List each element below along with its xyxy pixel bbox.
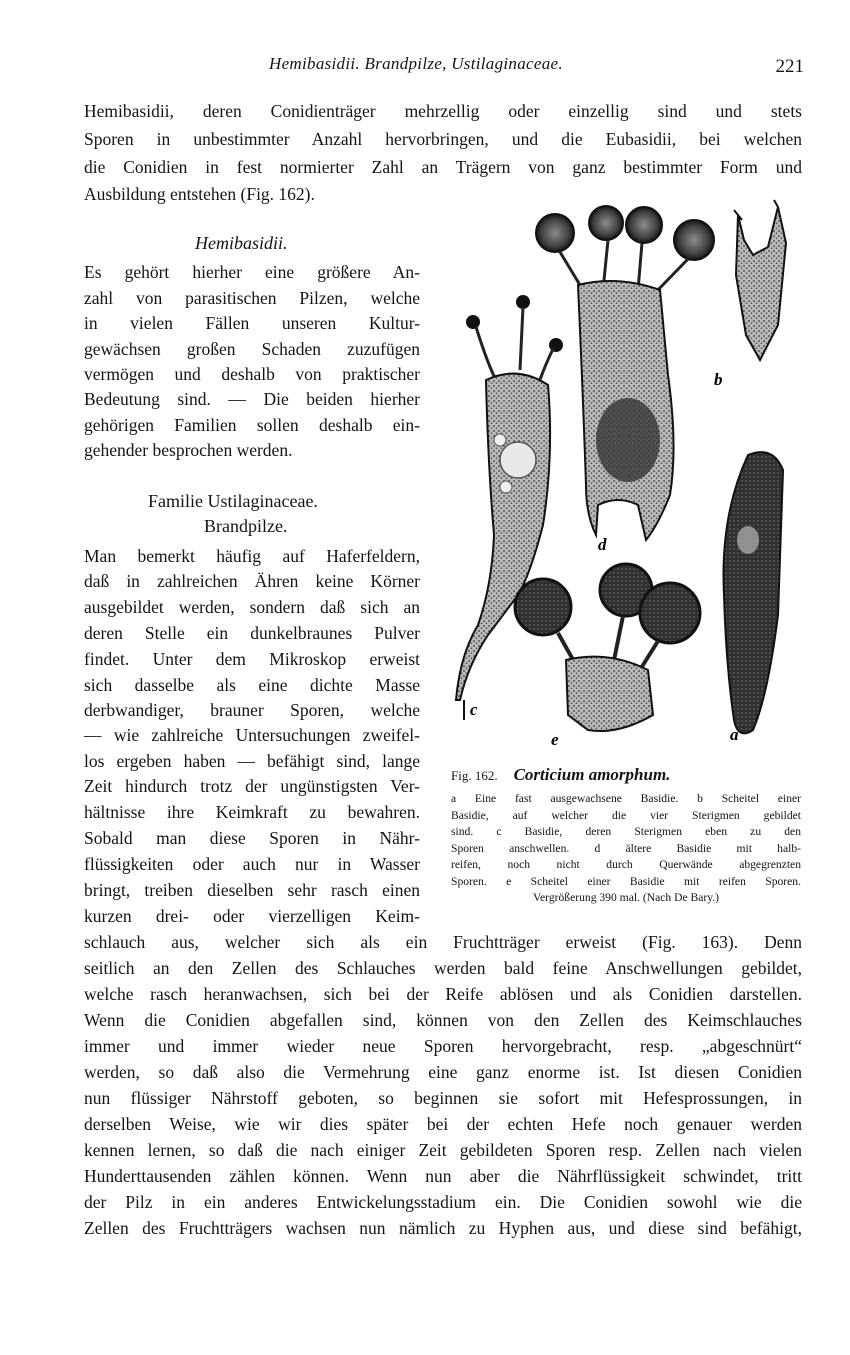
section-subheading: Brandpilze.	[204, 516, 288, 536]
header-title: Hemibasidii. Brandpilze, Ustilaginaceae.	[269, 54, 563, 73]
text-line: derselben Weise, wie wir dies später bei der echten Hefe noch genauer werden	[84, 1114, 802, 1134]
text-line: flüssigkeiten oder auch nur in Wasser	[84, 854, 420, 874]
text-line: Hemibasidii, deren Conidienträger mehrzellig oder einzellig sind und stets	[84, 101, 802, 121]
text-line: der Pilz in ein anderes Entwickelungsstadium ein. Die Conidien sowohl wie die	[84, 1192, 802, 1212]
caption-line: Sporen anschwellen. d ältere Basidie mit halb-	[451, 841, 801, 855]
figure-label-c: c	[470, 700, 478, 719]
text-line: deren Stelle ein dunkelbraunes Pulver	[84, 623, 420, 643]
caption-line: a Eine fast ausgewachsene Basidie. b Scheitel einer	[451, 792, 801, 805]
text-line: gehender besprochen werden.	[84, 440, 293, 460]
figure-162-illustration	[448, 195, 808, 755]
text-line: Hunderttausenden zählen können. Wenn nun aber die Nährflüssigkeit schwindet, tritt	[84, 1166, 802, 1186]
text-line: gewächsen großen Schaden zuzufügen	[84, 339, 420, 359]
text-line: nun flüssiger Nährstoff geboten, so beginnen sie sofort mit Hefesprossungen, in	[84, 1088, 802, 1108]
caption-line: Sporen. e Scheitel einer Basidie mit reifen Sporen.	[451, 874, 801, 888]
species-name: Corticium amorphum.	[513, 765, 671, 784]
text-line: ausgebildet werden, sondern daß sich an	[84, 597, 420, 617]
text-line: bringt, treiben dieselben sehr rasch einen	[84, 880, 420, 900]
page-number: 221	[775, 56, 804, 77]
text-line: werden, so daß also die Vermehrung eine ganz enorme ist. Ist diesen Conidien	[84, 1062, 802, 1082]
text-line: Sobald man diese Sporen in Nähr-	[84, 828, 420, 848]
figure-caption	[451, 765, 801, 907]
basidium-e-drawing	[515, 564, 700, 731]
text-line: immer und immer wieder neue Sporen hervorgebracht, resp. „abgeschnürt“	[84, 1036, 802, 1056]
caption-line: sind. c Basidie, deren Sterigmen eben zu den	[451, 825, 801, 838]
text-line: derbwandiger, brauner Sporen, welche	[84, 700, 420, 720]
text-line: daß in zahlreichen Ähren keine Körner	[84, 571, 420, 591]
figure-label-a: a	[730, 725, 739, 744]
text-line: Man bemerkt häufig auf Haferfeldern,	[84, 546, 420, 566]
text-line: gehörigen Familien sollen deshalb ein-	[84, 415, 420, 435]
caption-title-line	[451, 765, 801, 785]
text-line: sich dasselbe als eine dichte Masse	[84, 675, 420, 695]
figure-number: Fig. 162.	[451, 768, 498, 783]
text-line: kennen lernen, so daß die nach einiger Zeit gebildeten Sporen resp. Zellen nach vielen	[84, 1140, 802, 1160]
text-line: hältnisse ihre Keimkraft zu bewahren.	[84, 802, 420, 822]
text-line: zahl von parasitischen Pilzen, welche	[84, 288, 420, 308]
caption-magnification: Vergrößerung 390 mal. (Nach De Bary.)	[532, 891, 720, 904]
section-heading-hemibasidii: Hemibasidii.	[195, 233, 288, 253]
text-line: welche rasch heranwachsen, sich bei der Reife ablösen und als Conidien darstellen.	[84, 984, 802, 1004]
text-line: schlauch aus, welcher sich als ein Fruchtträger erweist (Fig. 163). Denn	[84, 932, 802, 952]
basidium-c-drawing	[456, 295, 563, 720]
text-line: los ergeben haben — befähigt sind, lange	[84, 751, 420, 771]
figure-label-e: e	[551, 730, 559, 749]
section-heading-family: Familie Ustilaginaceae.	[148, 491, 318, 511]
text-line: seitlich an den Zellen des Schlauches werden bald feine Anschwellungen gebildet,	[84, 958, 802, 978]
figure-label-d: d	[598, 535, 607, 554]
caption-line: reifen, noch nicht durch Querwände abgegrenzten	[451, 858, 801, 871]
basidium-d-drawing	[536, 206, 714, 540]
text-line: Es gehört hierher eine größere An-	[84, 262, 420, 282]
basidium-a-drawing	[724, 452, 784, 733]
text-line: kurzen drei- oder vierzelligen Keim-	[84, 906, 420, 926]
basidium-b-drawing	[734, 200, 786, 360]
running-header	[84, 52, 804, 84]
text-line: Sporen in unbestimmter Anzahl hervorbringen, und die Eubasidii, bei welchen	[84, 129, 802, 149]
text-line: Zeit hindurch trotz der ungünstigsten Ver-	[84, 776, 420, 796]
caption-body	[451, 791, 801, 907]
text-line: vermögen und deshalb von praktischer	[84, 364, 420, 384]
text-line: findet. Unter dem Mikroskop erweist	[84, 649, 420, 669]
text-line: Ausbildung entstehen (Fig. 162).	[84, 184, 315, 204]
figure-label-b: b	[714, 370, 723, 389]
text-line: Zellen des Fruchtträgers wachsen nun nämlich zu Hyphen aus, und diese sind befähigt,	[84, 1218, 802, 1238]
caption-line: Basidie, auf welcher die vier Sterigmen gebildet	[451, 808, 801, 822]
text-line: — wie zahlreiche Untersuchungen zweifel-	[84, 725, 420, 745]
text-line: Wenn die Conidien abgefallen sind, können von den Zellen des Keimschlauches	[84, 1010, 802, 1030]
text-line: die Conidien in fest normierter Zahl an Trägern von ganz bestimmter Form und	[84, 157, 802, 177]
text-line: Bedeutung sind. — Die beiden hierher	[84, 389, 420, 409]
text-line: in vielen Fällen unseren Kultur-	[84, 313, 420, 333]
